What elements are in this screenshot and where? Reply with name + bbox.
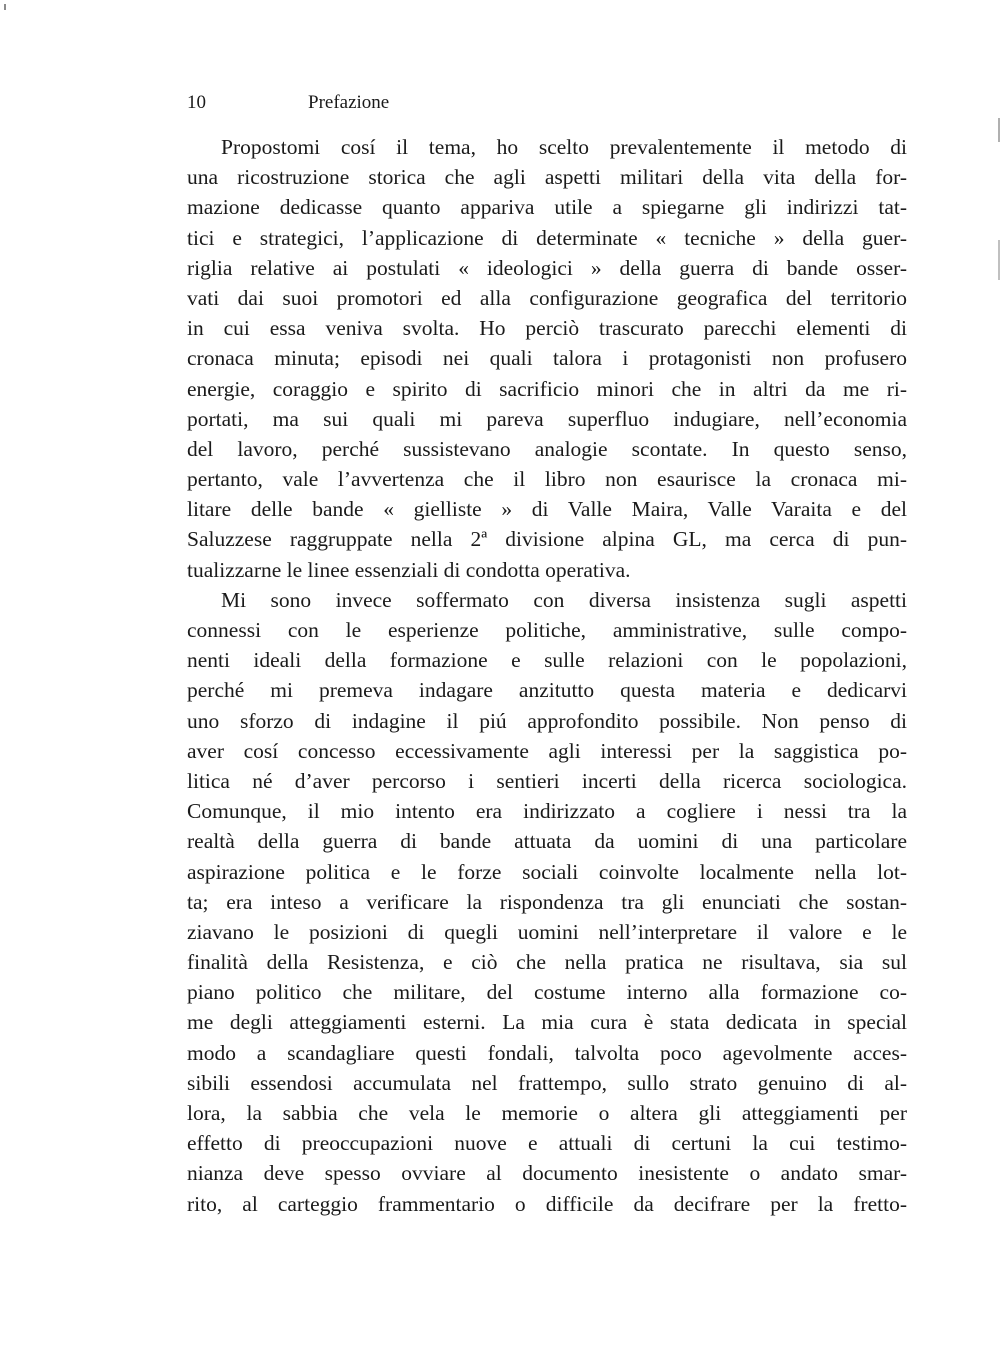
text-line: del lavoro, perché sussistevano analogie scontate. In questo senso, — [187, 436, 907, 461]
text-line: mazione dedicasse quanto appariva utile a spiegarne gli indirizzi tat- — [187, 195, 907, 220]
paragraph-1 — [187, 132, 907, 585]
text-line: tici e strategici, l’applicazione di determinate « tecniche » della guer- — [187, 225, 907, 250]
text-line: Propostomi cosí il tema, ho scelto prevalentemente il metodo di — [221, 135, 907, 159]
text-line: litica né d’aver percorso i sentieri incerti della ricerca sociologica. — [187, 768, 907, 793]
text-line: connessi con le esperienze politiche, amministrative, sulle compo- — [187, 618, 907, 642]
text-line: Mi sono invece soffermato con diversa insistenza sugli aspetti — [221, 587, 907, 612]
page-header — [187, 90, 907, 116]
scan-speck — [998, 240, 1000, 280]
text-line: me degli atteggiamenti esterni. La mia cura è stata dedicata in special — [187, 1010, 907, 1035]
text-line: finalità della Resistenza, e ciò che nella pratica ne risultava, sia sul — [187, 950, 907, 975]
text-line: una ricostruzione storica che agli aspetti militari della vita della for- — [187, 165, 907, 190]
text-line: tualizzarne le linee essenziali di condotta operativa. — [187, 557, 631, 582]
text-line: realtà della guerra di bande attuata da uomini di una particolare — [187, 829, 907, 854]
text-line: uno sforzo di indagine il piú approfondito possibile. Non penso di — [187, 708, 907, 733]
text-line: litare delle bande « gielliste » di Valle Maira, Valle Varaita e del — [187, 497, 907, 522]
text-line: rito, al carteggio frammentario o difficile da decifrare per la fretto- — [187, 1191, 907, 1216]
text-line: modo a scandagliare questi fondali, talvolta poco agevolmente acces- — [187, 1040, 907, 1065]
text-line: portati, ma sui quali mi pareva superfluo indugiare, nell’economia — [187, 406, 907, 431]
text-line: lora, la sabbia che vela le memorie o altera gli atteggiamenti per — [187, 1101, 907, 1125]
text-line: Saluzzese raggruppate nella 2ª divisione alpina GL, ma cerca di pun- — [187, 527, 907, 552]
text-line: Comunque, il mio intento era indirizzato a cogliere i nessi tra la — [187, 799, 907, 824]
text-line: ziavano le posizioni di quegli uomini nell’interpretare il valore e le — [187, 919, 907, 944]
text-line: nianza deve spesso ovviare al documento inesistente o andato smar- — [187, 1161, 907, 1186]
body-text — [187, 132, 907, 1219]
scan-speck — [4, 4, 6, 10]
text-line: perché mi premeva indagare anzitutto questa materia e dedicarvi — [187, 678, 907, 703]
scan-speck — [998, 118, 1000, 142]
text-line: aver cosí concesso eccessivamente agli interessi per la saggistica po- — [187, 738, 907, 763]
text-line: vati dai suoi promotori ed alla configurazione geografica del territorio — [187, 285, 907, 310]
page-number: 10 — [187, 92, 206, 113]
text-line: pertanto, vale l’avvertenza che il libro non esaurisce la cronaca mi- — [187, 467, 907, 492]
text-line: nenti ideali della formazione e sulle relazioni con le popolazioni, — [187, 648, 907, 673]
text-line: riglia relative ai postulati « ideologici » della guerra di bande osser- — [187, 255, 907, 280]
text-line: cronaca minuta; episodi nei quali talora i protagonisti non profusero — [187, 346, 907, 371]
text-line: ta; era inteso a verificare la rispondenza tra gli enunciati che sostan- — [187, 889, 907, 914]
text-line: sibili essendosi accumulata nel frattempo, sullo strato genuino di al- — [187, 1070, 907, 1095]
paragraph-2 — [187, 585, 907, 1219]
text-line: in cui essa veniva svolta. Ho perciò trascurato parecchi elementi di — [187, 316, 907, 341]
text-line: effetto di preoccupazioni nuove e attuali di certuni la cui testimo- — [187, 1131, 907, 1156]
running-title: Prefazione — [308, 92, 390, 113]
text-line: energie, coraggio e spirito di sacrificio minori che in altri da me ri- — [187, 376, 907, 401]
text-line: aspirazione politica e le forze sociali coinvolte localmente nella lot- — [187, 859, 907, 884]
text-line: piano politico che militare, del costume interno alla formazione co- — [187, 980, 907, 1005]
